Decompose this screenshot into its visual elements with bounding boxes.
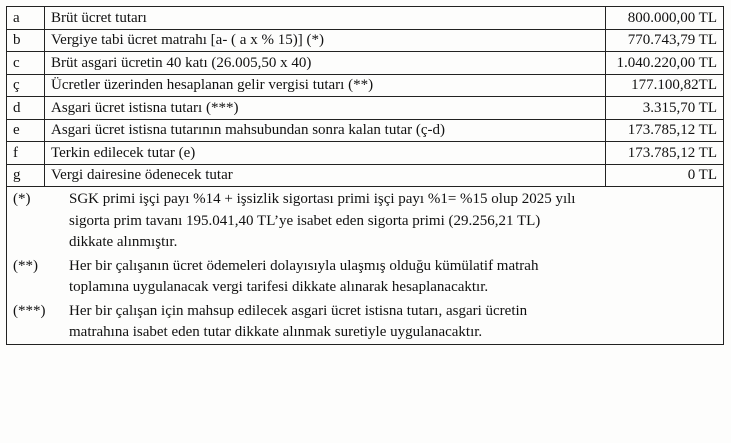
table-row <box>7 29 724 52</box>
table-row <box>7 164 724 187</box>
footnote-line: toplamına uygulanacak vergi tarifesi dikkate alınarak hesaplanacaktır. <box>69 279 489 295</box>
row-code: g <box>7 164 45 187</box>
row-code: a <box>7 7 45 30</box>
row-label: Terkin edilecek tutar (e) <box>45 142 606 165</box>
footnote-line: dikkate alınmıştır. <box>69 234 178 250</box>
row-amount: 173.785,12 TL <box>606 142 724 165</box>
row-amount: 800.000,00 TL <box>606 7 724 30</box>
row-code: ç <box>7 74 45 97</box>
footnote <box>13 256 717 299</box>
table-row <box>7 97 724 120</box>
footnote-line: sigorta prim tavanı 195.041,40 TL’ye isabet eden sigorta primi (29.256,21 TL) <box>69 212 541 229</box>
row-label: Vergiye tabi ücret matrahı [a- ( a x % 15)] (*) <box>45 29 606 52</box>
row-code: c <box>7 52 45 75</box>
row-code: e <box>7 119 45 142</box>
table-row <box>7 119 724 142</box>
row-code: b <box>7 29 45 52</box>
row-label: Asgari ücret istisna tutarının mahsubundan sonra kalan tutar (ç-d) <box>45 119 606 142</box>
row-label: Brüt ücret tutarı <box>45 7 606 30</box>
footnote-line: matrahına isabet eden tutar dikkate alınmak suretiyle uygulanacaktır. <box>69 324 483 340</box>
row-amount: 3.315,70 TL <box>606 97 724 120</box>
footnote-mark: (***) <box>13 302 46 319</box>
table-row <box>7 74 724 97</box>
row-label: Vergi dairesine ödenecek tutar <box>45 164 606 187</box>
row-amount: 1.040.220,00 TL <box>606 52 724 75</box>
footnote-text <box>69 256 717 299</box>
row-label: Ücretler üzerinden hesaplanan gelir vergisi tutarı (**) <box>45 74 606 97</box>
footnote-text <box>69 301 717 344</box>
footnote <box>13 189 717 254</box>
tax-calculation-table <box>6 6 724 345</box>
footnotes-cell <box>7 187 724 345</box>
footnote-mark: (*) <box>13 191 31 207</box>
footnote <box>13 301 717 344</box>
footnote-line: Her bir çalışan için mahsup edilecek asgari ücret istisna tutarı, asgari ücretin <box>69 302 528 319</box>
table-row <box>7 52 724 75</box>
footnote-line: Her bir çalışanın ücret ödemeleri dolayısıyla ulaşmış olduğu kümülatif matrah <box>69 257 539 274</box>
row-amount: 177.100,82TL <box>606 74 724 97</box>
row-amount: 770.743,79 TL <box>606 29 724 52</box>
row-amount: 173.785,12 TL <box>606 119 724 142</box>
table-row <box>7 142 724 165</box>
row-code: d <box>7 97 45 120</box>
row-label: Asgari ücret istisna tutarı (***) <box>45 97 606 120</box>
row-code: f <box>7 142 45 165</box>
notes-row <box>7 187 724 345</box>
row-amount: 0 TL <box>606 164 724 187</box>
footnote-line: SGK primi işçi payı %14 + işsizlik sigortası primi işçi payı %1= %15 olup 2025 yılı <box>69 191 576 207</box>
table-row <box>7 7 724 30</box>
footnote-text <box>69 189 717 254</box>
row-label: Brüt asgari ücretin 40 katı (26.005,50 x 40) <box>45 52 606 75</box>
footnote-mark: (**) <box>13 257 38 274</box>
